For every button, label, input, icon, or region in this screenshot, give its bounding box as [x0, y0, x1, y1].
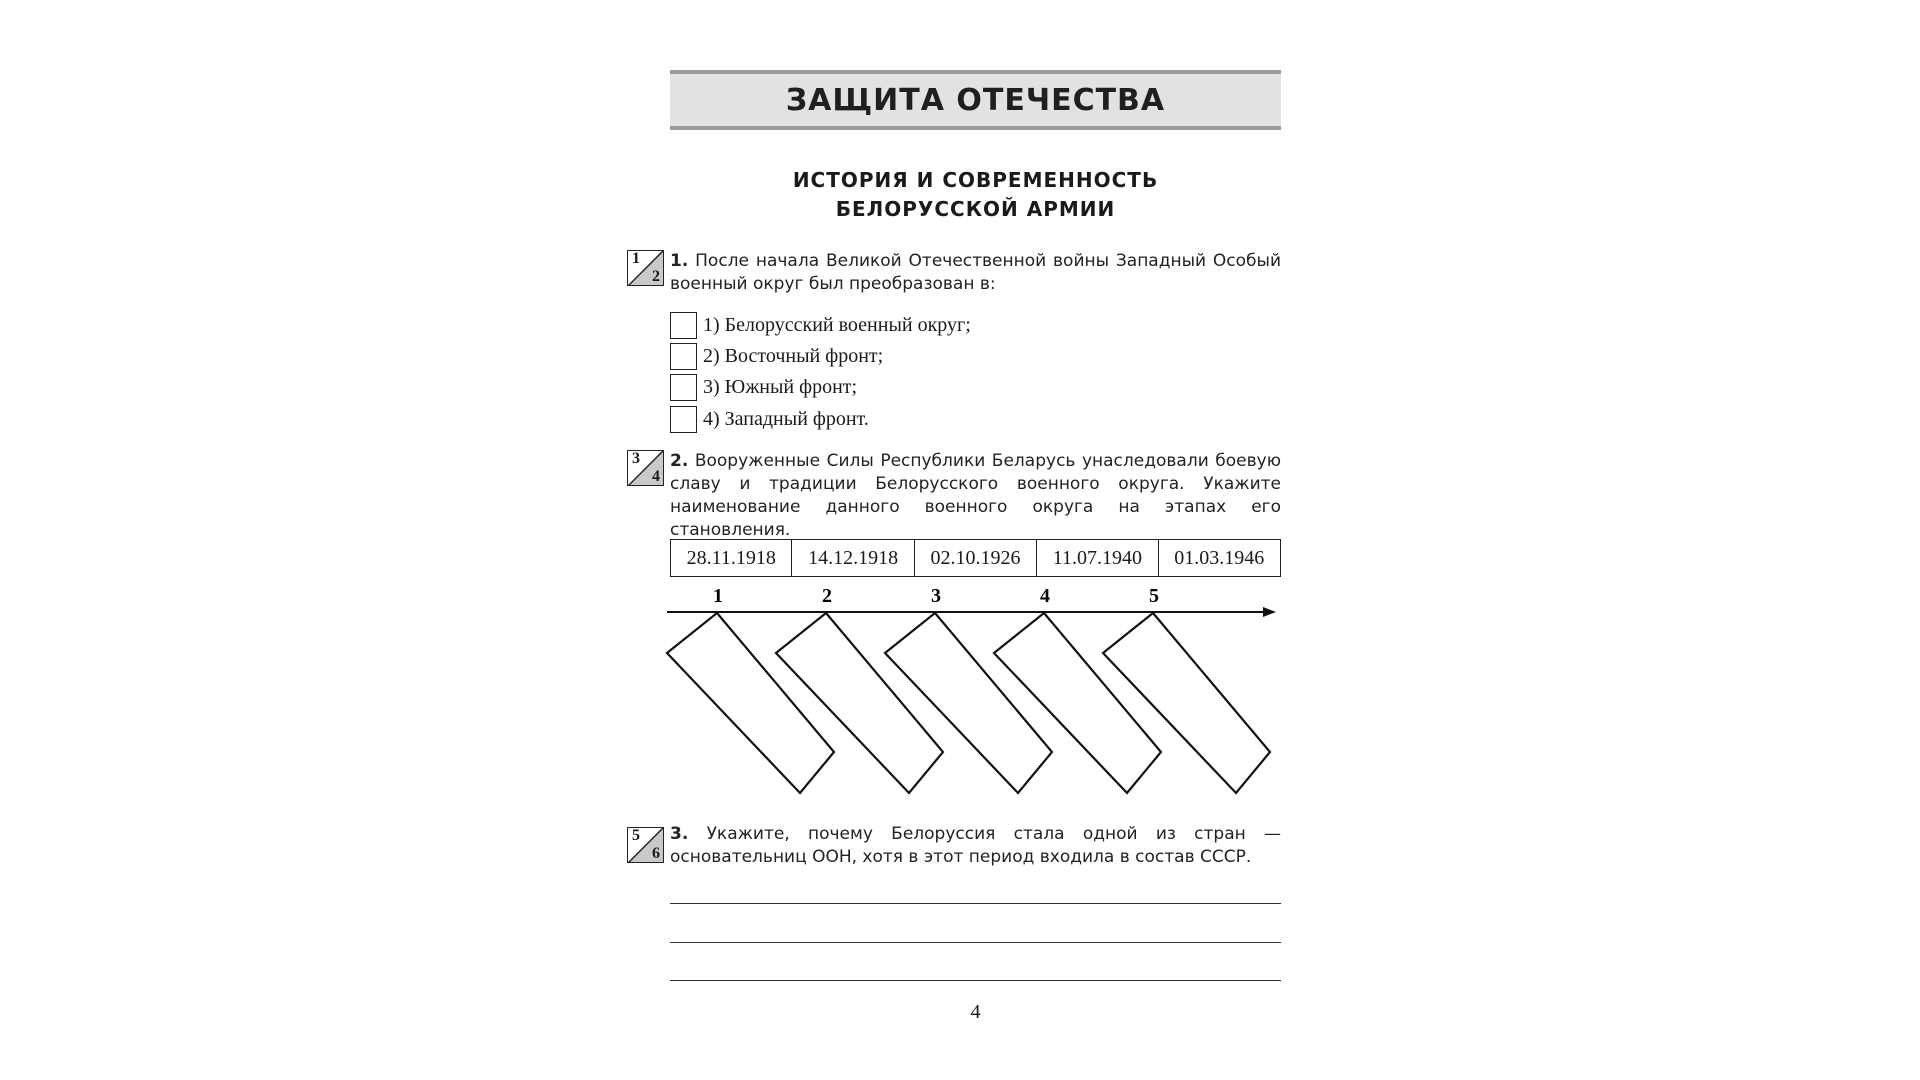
timeline-number-5: 5 [1149, 585, 1159, 607]
badge-top-number: 5 [632, 827, 640, 844]
task3-question [670, 823, 1281, 869]
option-label: 1) Белорусский военный округ; [703, 313, 971, 336]
chapter-title: ЗАЩИТА ОТЕЧЕСТВА [785, 82, 1166, 118]
date-cell-2: 14.12.1918 [792, 540, 914, 577]
timeline-number-4: 4 [1040, 585, 1050, 607]
timeline-number-2: 2 [822, 585, 832, 607]
answer-line-3[interactable] [670, 980, 1281, 981]
badge-top-number: 1 [632, 250, 640, 267]
task1-number: 1. [670, 251, 689, 271]
task3-number: 3. [670, 824, 689, 844]
timeline-arrowhead-icon [1263, 607, 1276, 617]
badge-top-number: 3 [632, 450, 640, 467]
date-cell-3: 02.10.1926 [914, 540, 1036, 577]
option-label: 4) Западный фронт. [703, 407, 869, 430]
task3-text: Укажите, почему Белоруссия стала одной из стран — основательниц ООН, хотя в этот период входила в состав СССР. [670, 824, 1281, 867]
timeline-number-1: 1 [713, 585, 723, 607]
difficulty-badge-task3 [627, 827, 664, 863]
badge-bottom-number: 6 [652, 845, 660, 862]
timeline-number-3: 3 [931, 585, 941, 607]
date-cell-4: 11.07.1940 [1037, 540, 1158, 577]
badge-bottom-number: 4 [652, 468, 660, 485]
date-cell-5: 01.03.1946 [1158, 540, 1280, 577]
option-label: 2) Восточный фронт; [703, 344, 884, 367]
answer-line-1[interactable] [670, 903, 1281, 904]
section-title-line1: ИСТОРИЯ И СОВРЕМЕННОСТЬ [792, 168, 1159, 192]
date-cell-1: 28.11.1918 [671, 540, 792, 577]
task2-number: 2. [670, 451, 689, 471]
page-number: 4 [970, 1001, 981, 1023]
task1-text: После начала Великой Отечественной войны Западный Особый военный округ был преобразован в: [670, 251, 1281, 294]
section-title-line2: БЕЛОРУССКОЙ АРМИИ [835, 197, 1116, 221]
option-label: 3) Южный фронт; [703, 375, 858, 398]
badge-bottom-number: 2 [652, 268, 660, 285]
answer-line-2[interactable] [670, 942, 1281, 943]
task2-text: Вооруженные Силы Республики Беларусь унаследовали боевую славу и традиции Белорусского военного округа. Укажите наименование данного военного округа на этапах его становления. [670, 451, 1282, 540]
